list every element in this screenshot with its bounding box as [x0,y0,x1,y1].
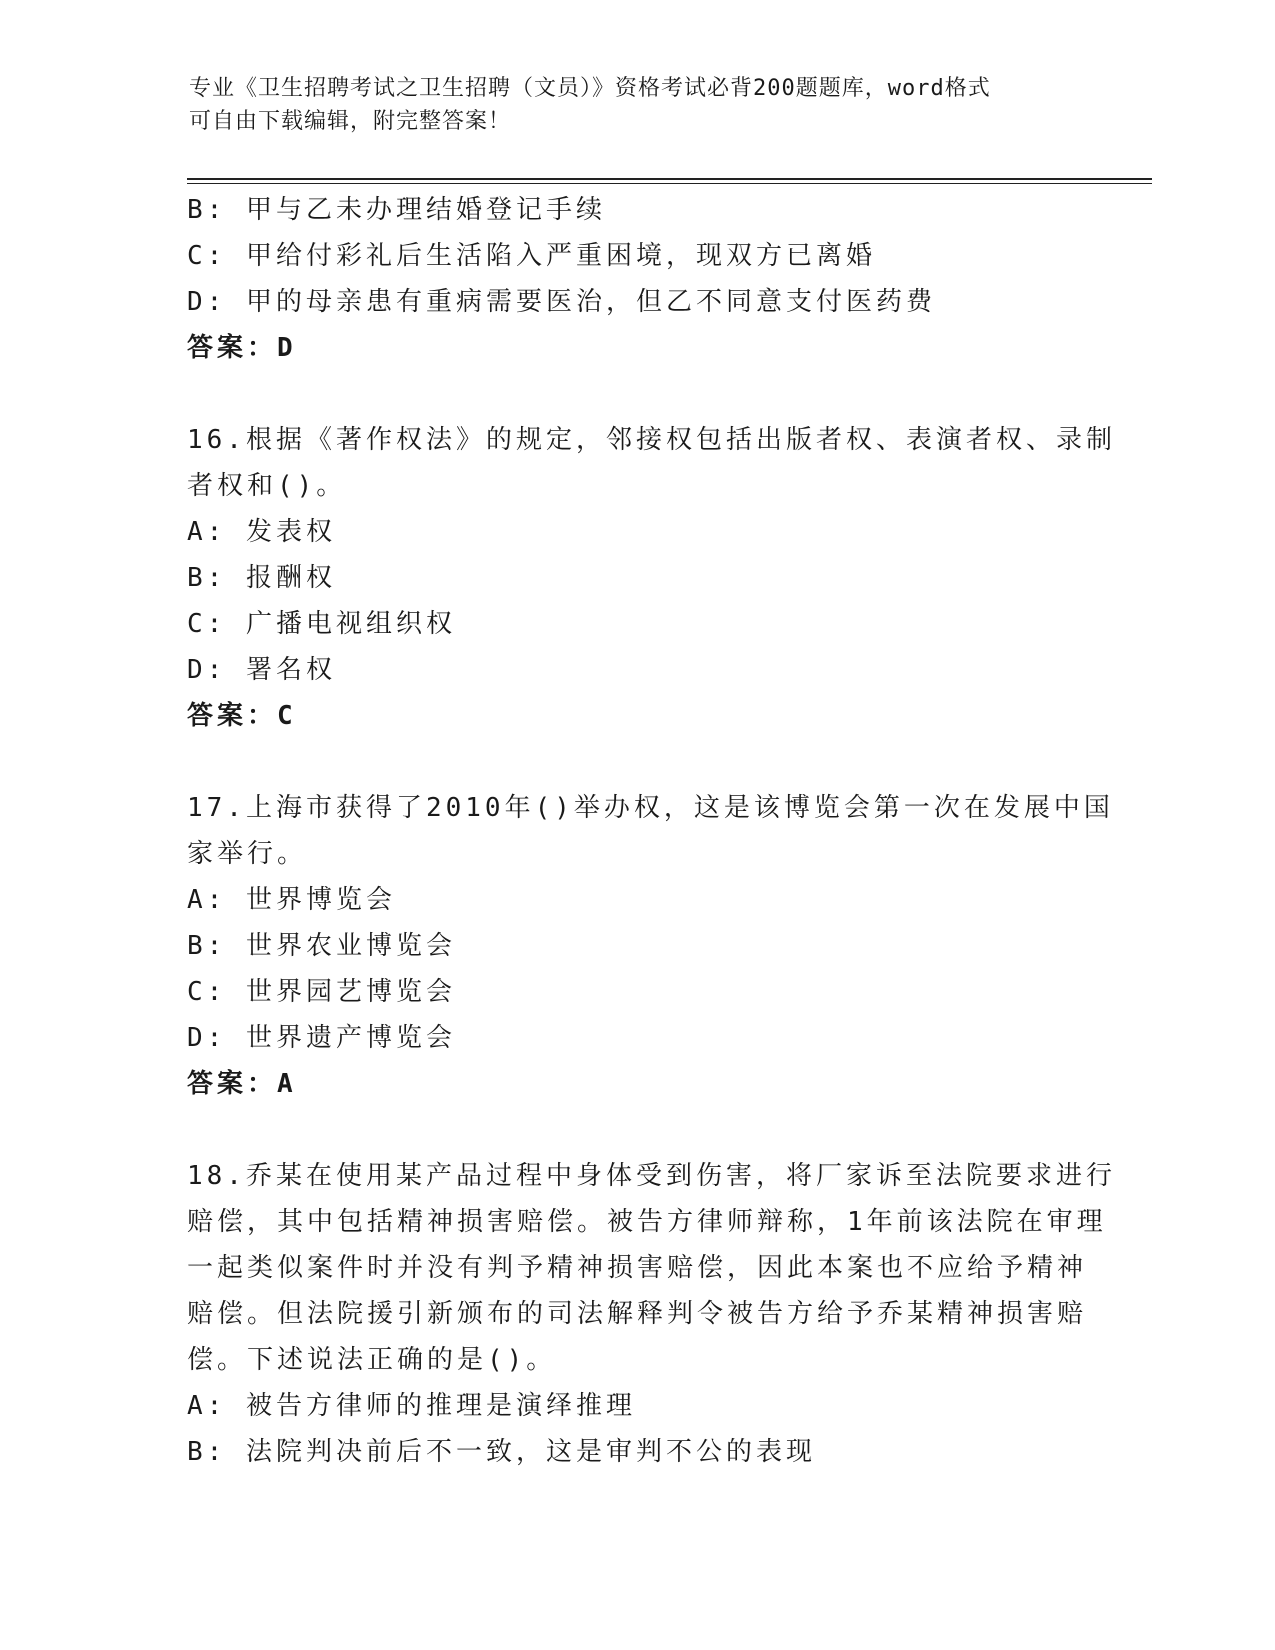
question-18 [187,1153,1116,1475]
option-d: D: 署名权 [187,655,336,685]
question-text-line: 16.根据《著作权法》的规定，邻接权包括出版者权、表演者权、录制 [187,425,1116,455]
document-header [189,72,1089,138]
spacer [187,1107,1087,1153]
option-c: C: 广播电视组织权 [187,609,456,639]
question-text-line: 一起类似案件时并没有判予精神损害赔偿，因此本案也不应给予精神 [187,1253,1088,1283]
header-divider-thick [187,178,1152,180]
option-d: D: 世界遗产博览会 [187,1023,456,1053]
question-text-line: 赔偿，其中包括精神损害赔偿。被告方律师辩称，1年前该法院在审理 [187,1207,1107,1237]
question-text-line: 家举行。 [187,839,308,869]
question-text-line: 18.乔某在使用某产品过程中身体受到伤害，将厂家诉至法院要求进行 [187,1161,1116,1191]
option-b: B: 报酬权 [187,563,336,593]
question-17 [187,785,1114,1107]
option-a: A: 发表权 [187,517,336,547]
question-15-continued [187,187,1087,371]
question-text-line: 17.上海市获得了2010年()举办权，这是该博览会第一次在发展中国 [187,793,1114,823]
header-divider-thin [187,183,1152,184]
option-b: B: 世界农业博览会 [187,931,456,961]
question-list [187,187,1116,1475]
option-a: A: 被告方律师的推理是演绎推理 [187,1391,636,1421]
option-c: C: 世界园艺博览会 [187,977,456,1007]
option-a: A: 世界博览会 [187,885,396,915]
question-text-line: 赔偿。但法院援引新颁布的司法解释判令被告方给予乔某精神损害赔 [187,1299,1088,1329]
answer: 答案：D [187,333,297,363]
option-d: D: 甲的母亲患有重病需要医治，但乙不同意支付医药费 [187,287,936,317]
option-b: B: 法院判决前后不一致，这是审判不公的表现 [187,1437,816,1467]
question-text-line: 偿。下述说法正确的是()。 [187,1345,557,1375]
option-b: B: 甲与乙未办理结婚登记手续 [187,195,606,225]
spacer [187,739,1087,785]
header-line-1: 专业《卫生招聘考试之卫生招聘（文员）》资格考试必背200题题库，word格式 [189,76,991,101]
question-text-line: 者权和()。 [187,471,347,501]
spacer [187,371,1087,417]
header-line-2: 可自由下载编辑，附完整答案！ [189,109,512,134]
question-16 [187,417,1116,739]
answer: 答案：A [187,1069,297,1099]
answer: 答案：C [187,701,297,731]
option-c: C: 甲给付彩礼后生活陷入严重困境，现双方已离婚 [187,241,876,271]
